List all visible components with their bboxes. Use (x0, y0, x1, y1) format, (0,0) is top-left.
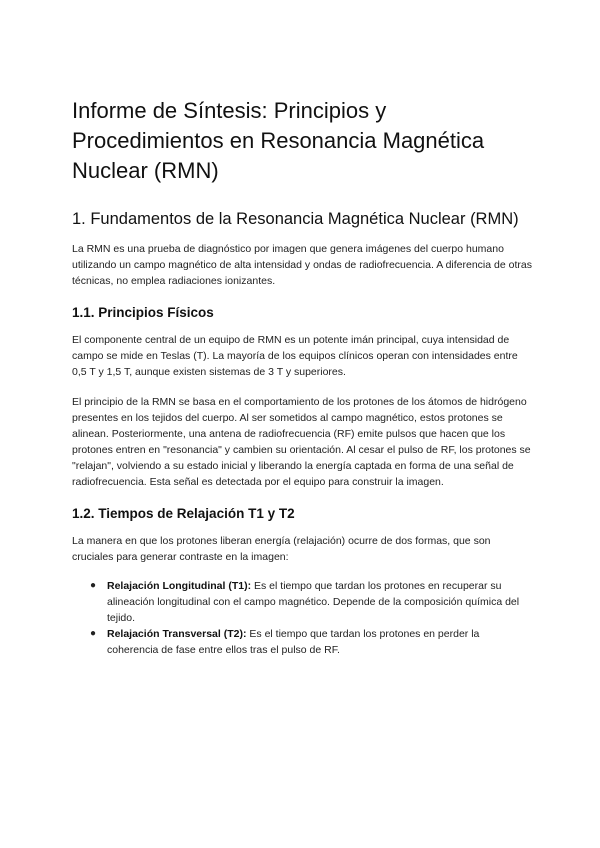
document-page (72, 96, 532, 658)
section-1-intro-paragraph: La RMN es una prueba de diagnóstico por imagen que genera imágenes del cuerpo humano utilizando un campo magnético de alta intensidad y ondas de radiofrecuencia. A diferencia de otras técnicas, no emplea radiaciones ionizantes. (72, 243, 532, 287)
bullet-text: Es el tiempo que tardan los protones en recuperar su alineación longitudinal con el campo magnético. Depende de la composición química del tejido. (107, 580, 520, 624)
bullet-term: Relajación Transversal (T2): (107, 628, 247, 640)
bullet-text: Es el tiempo que tardan los protones en perder la coherencia de fase entre ellos tras el pulso de RF. (107, 628, 480, 656)
document-title: Informe de Síntesis: Principios y Procedimientos en Resonancia Magnética Nuclear (RMN) (72, 98, 485, 183)
list-item (72, 626, 532, 658)
list-item (72, 578, 532, 626)
bullet-icon: ● (90, 628, 97, 639)
relaxation-bullet-list (72, 578, 532, 658)
subsection-1-2-intro-paragraph: La manera en que los protones liberan energía (relajación) ocurre de dos formas, que son cruciales para generar contraste en la imagen: (72, 535, 491, 563)
subsection-1-1-heading: 1.1. Principios Físicos (72, 305, 214, 320)
subsection-1-2-heading: 1.2. Tiempos de Relajación T1 y T2 (72, 506, 295, 521)
section-1-heading: 1. Fundamentos de la Resonancia Magnética Nuclear (RMN) (72, 210, 519, 228)
bullet-term: Relajación Longitudinal (T1): (107, 580, 252, 592)
bullet-icon: ● (90, 580, 97, 591)
subsection-1-1-paragraph-2: El principio de la RMN se basa en el comportamiento de los protones de los átomos de hidrógeno presentes en los tejidos del cuerpo. Al ser sometidos al campo magnético, estos protones se alinean. Posteriormente, una antena de radiofrecuencia (RF) emite pulsos que hacen que los protones entren en "resonancia" y cambien su orientación. Al cesar el pulso de RF, los protones se "relajan", volviendo a su estado inicial y liberando la energía captada en forma de una señal de radiofrecuencia. Esta señal es detectada por el equipo para construir la imagen. (72, 396, 531, 488)
subsection-1-1-paragraph-1: El componente central de un equipo de RMN es un potente imán principal, cuya intensidad de campo se mide en Teslas (T). La mayoría de los equipos clínicos operan con intensidades entre 0,5 T y 1,5 T, aunque existen sistemas de 3 T y superiores. (72, 334, 518, 378)
